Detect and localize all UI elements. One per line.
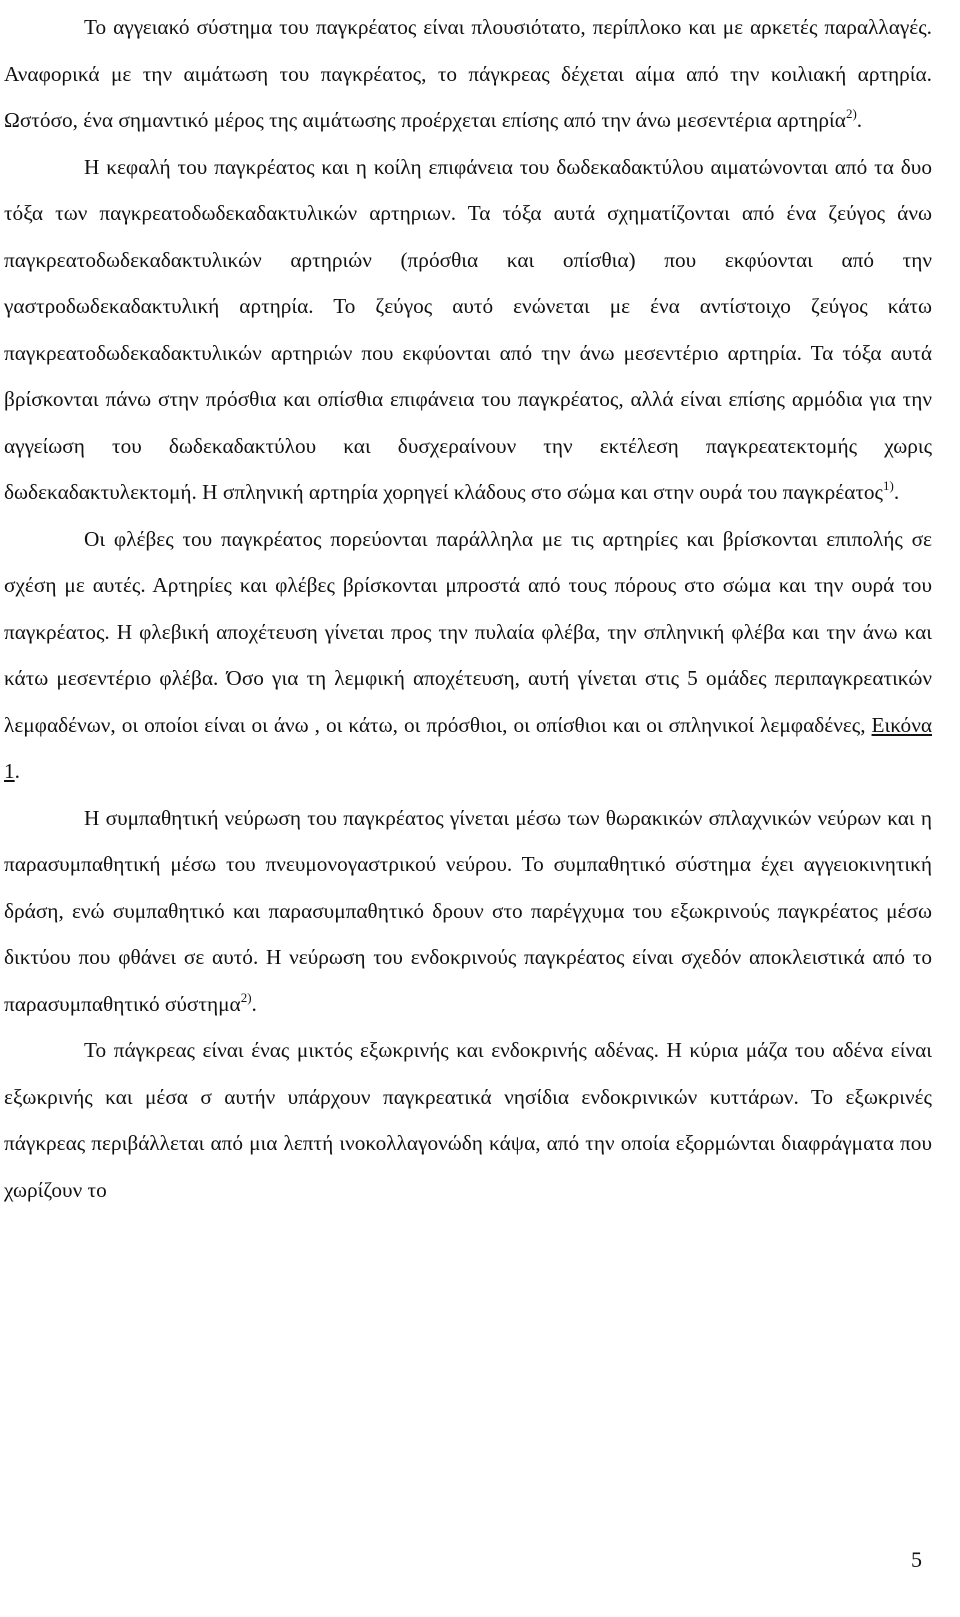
paragraph-text: . (251, 991, 257, 1016)
citation-superscript: 2) (845, 106, 857, 121)
citation-superscript: 1) (883, 478, 894, 493)
page-number: 5 (911, 1547, 922, 1572)
paragraph (4, 516, 932, 795)
paragraph-text: Η συμπαθητική νεύρωση του παγκρέατος γίνεται μέσω των θωρακικών σπλαχνικών νεύρων και η παρασυμπαθητική μέσω του πνευμονογαστρικού νεύρου. Το συμπαθητικό σύστημα έχει αγγειοκινητική δράση, ενώ συμπαθητικό και παρασυμπαθητικό δρουν στο παρέγχυμα του εξωκρινούς παγκρέατος μέσω δικτύου που φθάνει σε αυτό. Η νεύρωση του ενδοκρινούς παγκρέατος είναι σχεδόν αποκλειστικά από το παρασυμπαθητικό σύστημα (4, 805, 932, 1016)
paragraph-text: Το πάγκρεας είναι ένας μικτός εξωκρινής και ενδοκρινής αδένας. Η κύρια μάζα του αδένα είναι εξωκρινής και μέσα σ αυτήν υπάρχουν παγκρεατικά νησίδια ενδοκρινικών κυττάρων. Το εξωκρινές πάγκρεας περιβάλλεται από μια λεπτή ινοκολλαγονώδη κάψα, από την οποία εξορμώνται διαφράγματα που χωρίζουν το (4, 1038, 932, 1202)
paragraph-text: Το αγγειακό σύστημα του παγκρέατος είναι πλουσιότατο, περίπλοκο και με αρκετές παραλλαγές. Αναφορικά με την αιμάτωση του παγκρέατος, το πάγκρεας δέχεται αίμα από την κοιλιακή αρτηρία. Ωστόσο, ένα σημαντικό μέρος της αιμάτωσης προέρχεται επίσης από την άνω μεσεντέρια αρτηρία (4, 15, 932, 132)
paragraph-text: . (856, 108, 863, 132)
paragraph-text: Οι φλέβες του παγκρέατος πορεύονται παράλληλα με τις αρτηρίες και βρίσκονται επιπολής σε σχέση με αυτές. Αρτηρίες και φλέβες βρίσκονται μπροστά από τους πόρους στο σώμα και την ουρά του παγκρέατος. Η φλεβική αποχέτευση γίνεται προς την πυλαία φλέβα, την σπληνική φλέβα και την άνω και κάτω μεσεντέριο φλέβα. Όσο για τη λεμφική αποχέτευση, αυτή γίνεται στις 5 ομάδες περιπαγκρεατικών λεμφαδένων, οι οποίοι είναι οι άνω , οι κάτω, οι πρόσθιοι, οι οπίσθιοι και οι σπληνικοί λεμφαδένες, (4, 526, 932, 737)
paragraph-text: . (893, 480, 900, 504)
paragraph (4, 4, 932, 144)
paragraph (4, 1027, 932, 1213)
paragraph-text: Η κεφαλή του παγκρέατος και η κοίλη επιφάνεια του δωδεκαδακτύλου αιματώνονται από τα δυο τόξα των παγκρεατοδωδεκαδακτυλικών αρτηριων. Τα τόξα αυτά σχηματίζονται από ένα ζεύγος άνω παγκρεατοδωδεκαδακτυλικών αρτηριών (πρόσθια και οπίσθια) που εκφύονται από την γαστροδωδεκαδακτυλική αρτηρία. Το ζεύγος αυτό ενώνεται με ένα αντίστοιχο ζεύγος κάτω παγκρεατοδωδεκαδακτυλικών αρτηριών που εκφύονται από την άνω μεσεντέριο αρτηρία. Τα τόξα αυτά βρίσκονται πάνω στην πρόσθια και οπίσθια επιφάνεια του παγκρέατος, αλλά είναι επίσης αρμόδια για την αγγείωση του δωδεκαδακτύλου και δυσχεραίνουν την εκτέλεση παγκρεατεκτομής χωρις δωδεκαδακτυλεκτομή. Η σπληνική αρτηρία χορηγεί κλάδους στο σώμα και στην ουρά του παγκρέατος (4, 154, 932, 504)
citation-superscript: 2) (240, 989, 252, 1005)
paragraph (4, 795, 932, 1028)
paragraph (4, 144, 932, 516)
figure-reference-link[interactable]: Εικόνα 1 (4, 712, 932, 783)
body-text (4, 4, 932, 1213)
paragraph-text: . (14, 759, 20, 783)
